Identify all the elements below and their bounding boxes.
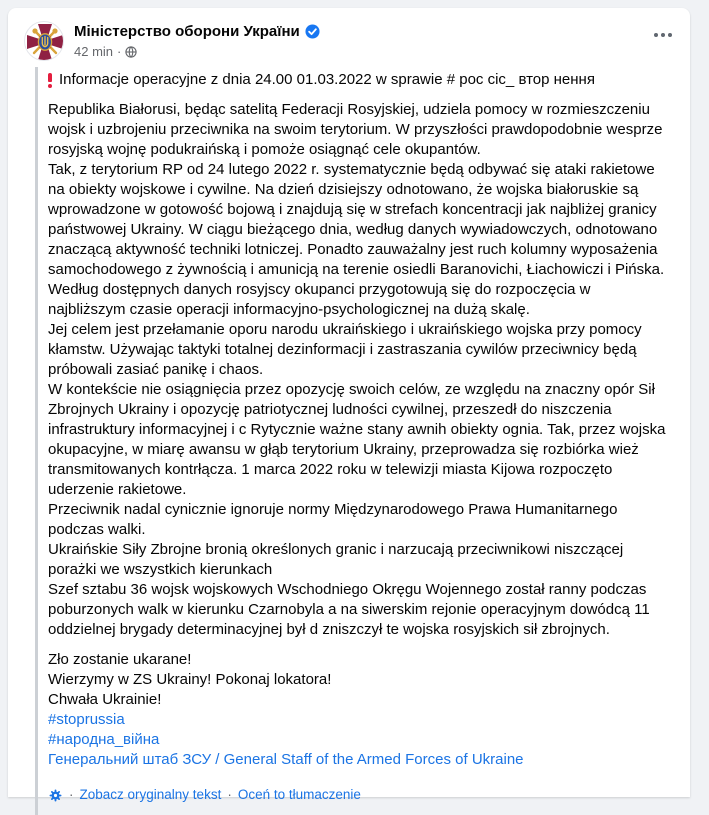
- see-original-text-link[interactable]: Zobacz oryginalny tekst: [80, 785, 222, 805]
- closing-line: Wierzymy w ZS Ukrainy! Pokonaj lokatora!: [48, 670, 672, 690]
- post-paragraph: W kontekście nie osiągnięcia przez opozycję swoich celów, ze względu na znaczny opór Sił Zbrojnych Ukrainy i opozycję patriotycznej ludności cywilnej, przeszedł do niszczenia infrastruktury informacyjnej i c Rytycznie ważne stany awnih obiekty ognia. Tak, przez wojska okupacyjne, w miarę awansu w głąb terytorium Ukrainy, przeprowadza się rozbiórka wież transmitowanych kontrłącza. 1 marca 2022 roku w telewizji miasta Kijowa rozpoczęto uderzenie rakietowe.: [48, 380, 672, 500]
- post-paragraph: Według dostępnych danych rosyjscy okupanci przygotowują się do rozpoczęcia w najbliższym czasie operacji informacyjno-psychologicznej na dużą skalę.: [48, 280, 672, 320]
- alert-line: [48, 67, 672, 100]
- gear-icon: [48, 788, 63, 803]
- post-header: [8, 8, 690, 67]
- red-exclamation-icon: [48, 70, 52, 88]
- footer-separator: ·: [227, 785, 232, 805]
- post-paragraph: Jej celem jest przełamanie oporu narodu ukraińskiego i ukraińskiego wojska przy pomocy kłamstw. Używając taktyki totalnej dezinformacji i zastraszania cywilów przeciwnicy będą próbowali zasiać panikę i chaos.: [48, 320, 672, 380]
- globe-icon: [125, 46, 137, 58]
- post-paragraph: Szef sztabu 36 wojsk wojskowych Wschodniego Okręgu Wojennego został ranny podczas poburzonych walk w kierunku Czarnobyla a na siwerskim rejonie operacyjnym dowódcą 11 oddzielnej brygady determinacyjnej był d zniszczył te wojska rosyjskich sił zbrojnych.: [48, 580, 672, 640]
- closing-lines: [48, 650, 672, 710]
- post-body: [24, 67, 674, 815]
- meta-separator: ·: [117, 44, 121, 60]
- post-paragraph: Przeciwnik nadal cynicznie ignoruje normy Międzynarodowego Prawa Humanitarnego podczas walki.: [48, 500, 672, 540]
- post-paragraph: Ukraińskie Siły Zbrojne bronią określonych granic i narzucają przeciwnikowi niszczącej porażki we wszystkich kierunkach: [48, 540, 672, 580]
- facebook-post-card: [8, 8, 690, 797]
- ministry-emblem-icon: [25, 22, 64, 61]
- ellipsis-icon: [654, 33, 658, 37]
- post-paragraph: Tak, z terytorium RP od 24 lutego 2022 r. systematycznie będą odbywać się ataki rakietowe na obiekty wojskowe i cywilne. Na dzień dzisiejszy odnotowano, że wojska białoruskie są wprowadzone w gotowość bojową i znajdują się w strefach koncentracji jak najbliżej granicy państwowej Ukrainy. W ciągu bieżącego dnia, według danych wywiadowczych, odnotowano znaczącą aktywność techniki lotniczej. Ponadto zauważalny jest ruch kolumny wyposażenia samochodowego z żywnością i amunicją na terenie osiedli Baranovichi, Łiachowiczi i Pińska.: [48, 160, 672, 280]
- hashtag-list: [48, 710, 672, 750]
- rate-translation-link[interactable]: Oceń to tłumaczenie: [238, 785, 361, 805]
- alert-text: Informacje operacyjne z dnia 24.00 01.03.2022 w sprawie # poc cic_ втор нення: [59, 70, 595, 90]
- post-paragraphs: [48, 100, 672, 640]
- hashtag-link[interactable]: #stoprussia: [48, 710, 672, 730]
- post-menu-button[interactable]: [645, 17, 681, 53]
- closing-line: Chwała Ukrainie!: [48, 690, 672, 710]
- post-paragraph: Republika Białorusi, będąc satelitą Federacji Rosyjskiej, udziela pomocy w rozmieszczeniu wojsk i uzbrojeniu przeciwnika na swoim terytorium. W przyszłości prawdopodobnie wesprze rosyjską wojnę podukraińską i pomoże osiągnąć cele okupantów.: [48, 100, 672, 160]
- ellipsis-icon: [661, 33, 665, 37]
- ellipsis-icon: [668, 33, 672, 37]
- translated-content: [35, 67, 674, 815]
- closing-line: Zło zostanie ukarane!: [48, 650, 672, 670]
- verified-badge-icon: [305, 24, 320, 39]
- post-timestamp[interactable]: 42 min: [74, 44, 113, 60]
- hashtag-link[interactable]: #народна_війна: [48, 730, 672, 750]
- footer-separator: ·: [69, 785, 74, 805]
- header-text-block: [74, 21, 320, 60]
- page-name-link[interactable]: Міністерство оборони України: [74, 22, 300, 41]
- page-avatar[interactable]: [24, 21, 64, 61]
- signature-link[interactable]: Генеральний штаб ЗСУ / General Staff of the Armed Forces of Ukraine: [48, 750, 672, 770]
- translation-footer: [48, 785, 672, 815]
